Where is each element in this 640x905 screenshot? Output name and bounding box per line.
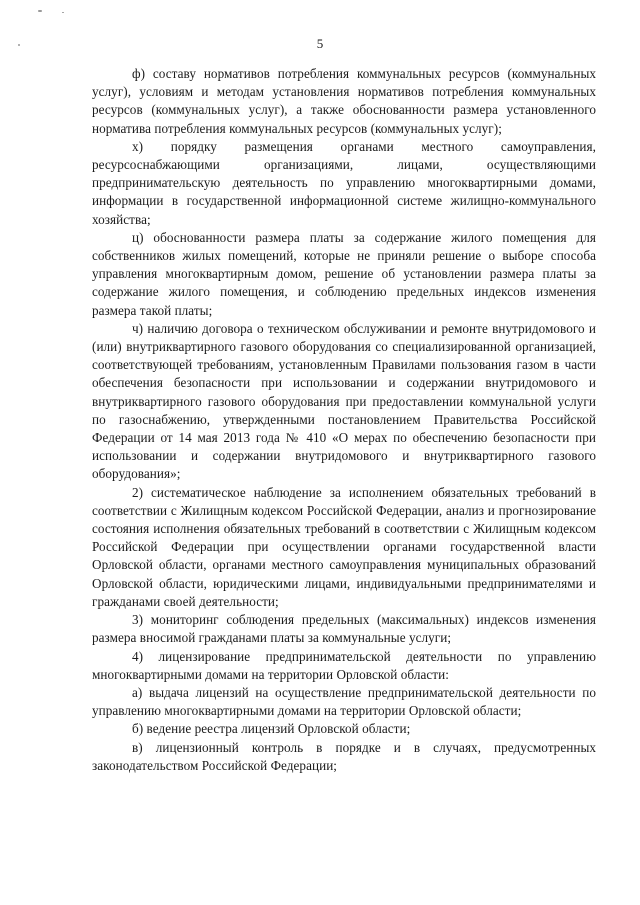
paragraph-4b: б) ведение реестра лицензий Орловской области; <box>132 721 411 737</box>
scan-speck <box>62 12 64 13</box>
paragraph-kh: х) порядку размещения органами местного самоуправления, ресурсоснабжающими организациями, лицами, осуществляющими предпринимательскую деятельность по управлению многоквартирными домами, информации в государственной информационной системе жилищно-коммунального хозяйства; <box>92 138 596 227</box>
page-number: 5 <box>316 36 324 51</box>
scan-speck <box>38 10 42 12</box>
paragraph-4: 4) лицензирование предпринимательской деятельности по управлению многоквартирными домами на территории Орловской области: <box>92 648 596 682</box>
paragraph-2: 2) систематическое наблюдение за исполнением обязательных требований в соответствии с Жилищным кодексом Российской Федерации, анализ и прогнозирование состояния исполнения обязательных требований в соответствии с Жилищным кодексом Российской Федерации при осуществлении органами государственной власти Орловской области, органами местного самоуправления муниципальных образований Орловской области, юридическими лицами, индивидуальными предпринимателями и гражданами своей деятельности; <box>92 484 596 609</box>
paragraph-3: 3) мониторинг соблюдения предельных (максимальных) индексов изменения размера вносимой гражданами платы за коммунальные услуги; <box>92 612 596 646</box>
paragraph-ts: ц) обоснованности размера платы за содержание жилого помещения для собственников жилых помещений, которые не приняли решение о выборе способа управления многоквартирным домом, решение об установлении размера платы за содержание жилого помещения, и соблюдению предельных индексов изменения размера такой платы; <box>92 229 596 318</box>
paragraph-4v: в) лицензионный контроль в порядке и в случаях, предусмотренных законодательством Российской Федерации; <box>92 739 596 773</box>
paragraph-f: ф) составу нормативов потребления коммунальных ресурсов (коммунальных услуг), условиям и методам установления нормативов потребления коммунальных ресурсов (коммунальных услуг), а также обоснованности размера установленного норматива потребления коммунальных ресурсов (коммунальных услуг); <box>92 66 596 136</box>
document-body <box>92 65 596 775</box>
paragraph-ch: ч) наличию договора о техническом обслуживании и ремонте внутридомового и (или) внутриквартирного газового оборудования со специализированной организацией, соответствующей требованиям, установленным Правилами пользования газом в части обеспечения безопасности при использовании и содержании внутридомового и внутриквартирного газового оборудования при предоставлении коммунальной услуги по газоснабжению, утвержденными постановлением Правительства Российской Федерации от 14 мая 2013 года № 410 «О мерах по обеспечению безопасности при использовании и содержании внутридомового и внутриквартирного газового оборудования»; <box>92 320 596 482</box>
paragraph-4a: а) выдача лицензий на осуществление предпринимательской деятельности по управлению многоквартирными домами на территории Орловской области; <box>92 684 596 719</box>
